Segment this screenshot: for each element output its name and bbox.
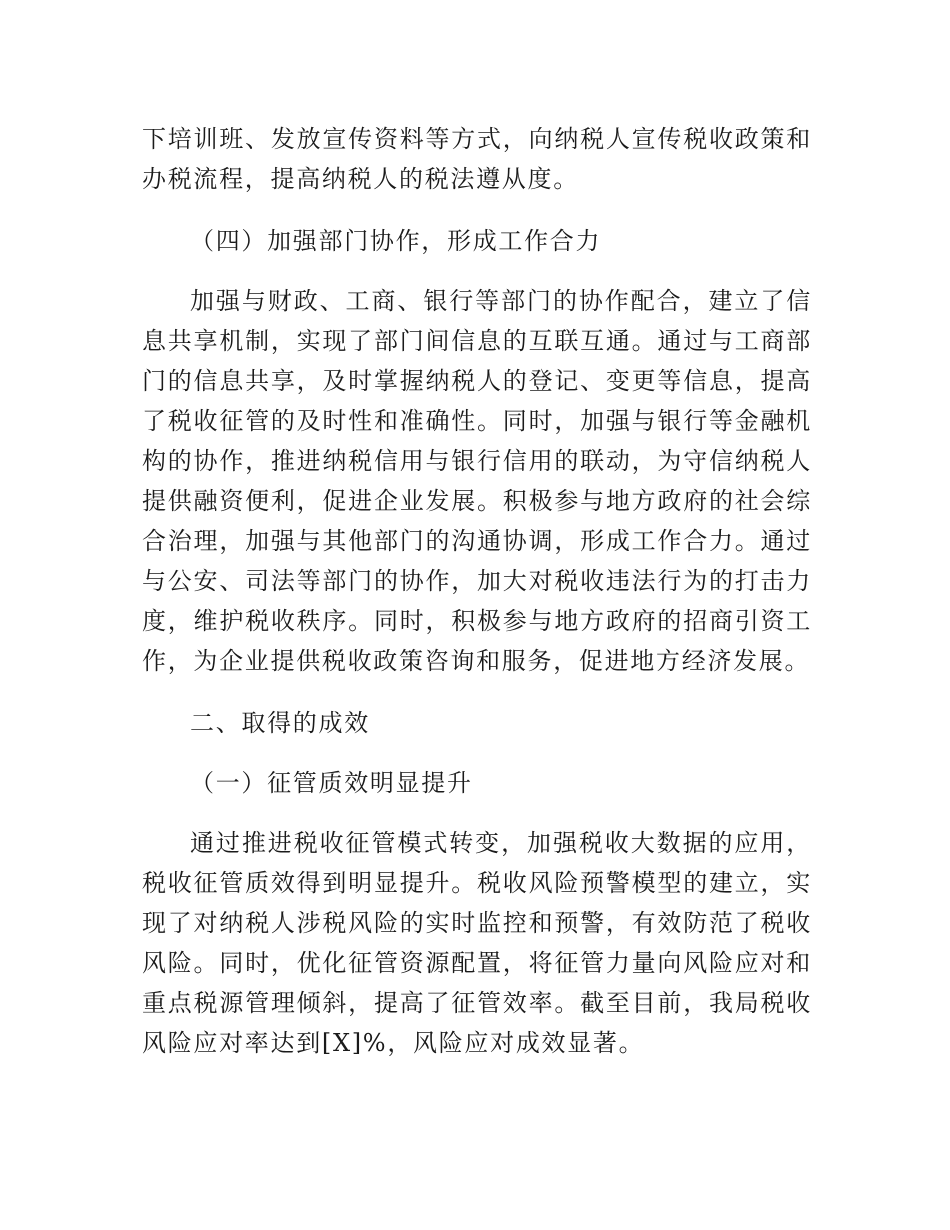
paragraph-continued: 下培训班、发放宣传资料等方式，向纳税人宣传税收政策和办税流程，提高纳税人的税法遵从度。 bbox=[142, 125, 812, 193]
paragraph-collection-quality: 通过推进税收征管模式转变，加强税收大数据的应用，税收征管质效得到明显提升。税收风险预警模型的建立，实现了对纳税人涉税风险的实时监控和预警，有效防范了税收风险。同时，优化征管资源配置，将征管力量向风险应对和重点税源管理倾斜，提高了征管效率。截至目前，我局税收风险应对率达到[X]%，风险应对成效显著。 bbox=[142, 829, 812, 1057]
section-title-achievements: 二、取得的成效 bbox=[190, 709, 370, 737]
section-heading-4: （四）加强部门协作，形成工作合力 bbox=[190, 227, 602, 255]
paragraph-department-cooperation: 加强与财政、工商、银行等部门的协作配合，建立了信息共享机制，实现了部门间信息的互联互通。通过与工商部门的信息共享，及时掌握纳税人的登记、变更等信息，提高了税收征管的及时性和准确性。同时，加强与银行等金融机构的协作，推进纳税信用与银行信用的联动，为守信纳税人提供融资便利，促进企业发展。积极参与地方政府的社会综合治理，加强与其他部门的沟通协调，形成工作合力。通过与公安、司法等部门的协作，加大对税收违法行为的打击力度，维护税收秩序。同时，积极参与地方政府的招商引资工作，为企业提供税收政策咨询和服务，促进地方经济发展。 bbox=[142, 287, 812, 675]
section-heading-2-1: （一）征管质效明显提升 bbox=[190, 769, 473, 797]
document-body bbox=[142, 119, 812, 1063]
